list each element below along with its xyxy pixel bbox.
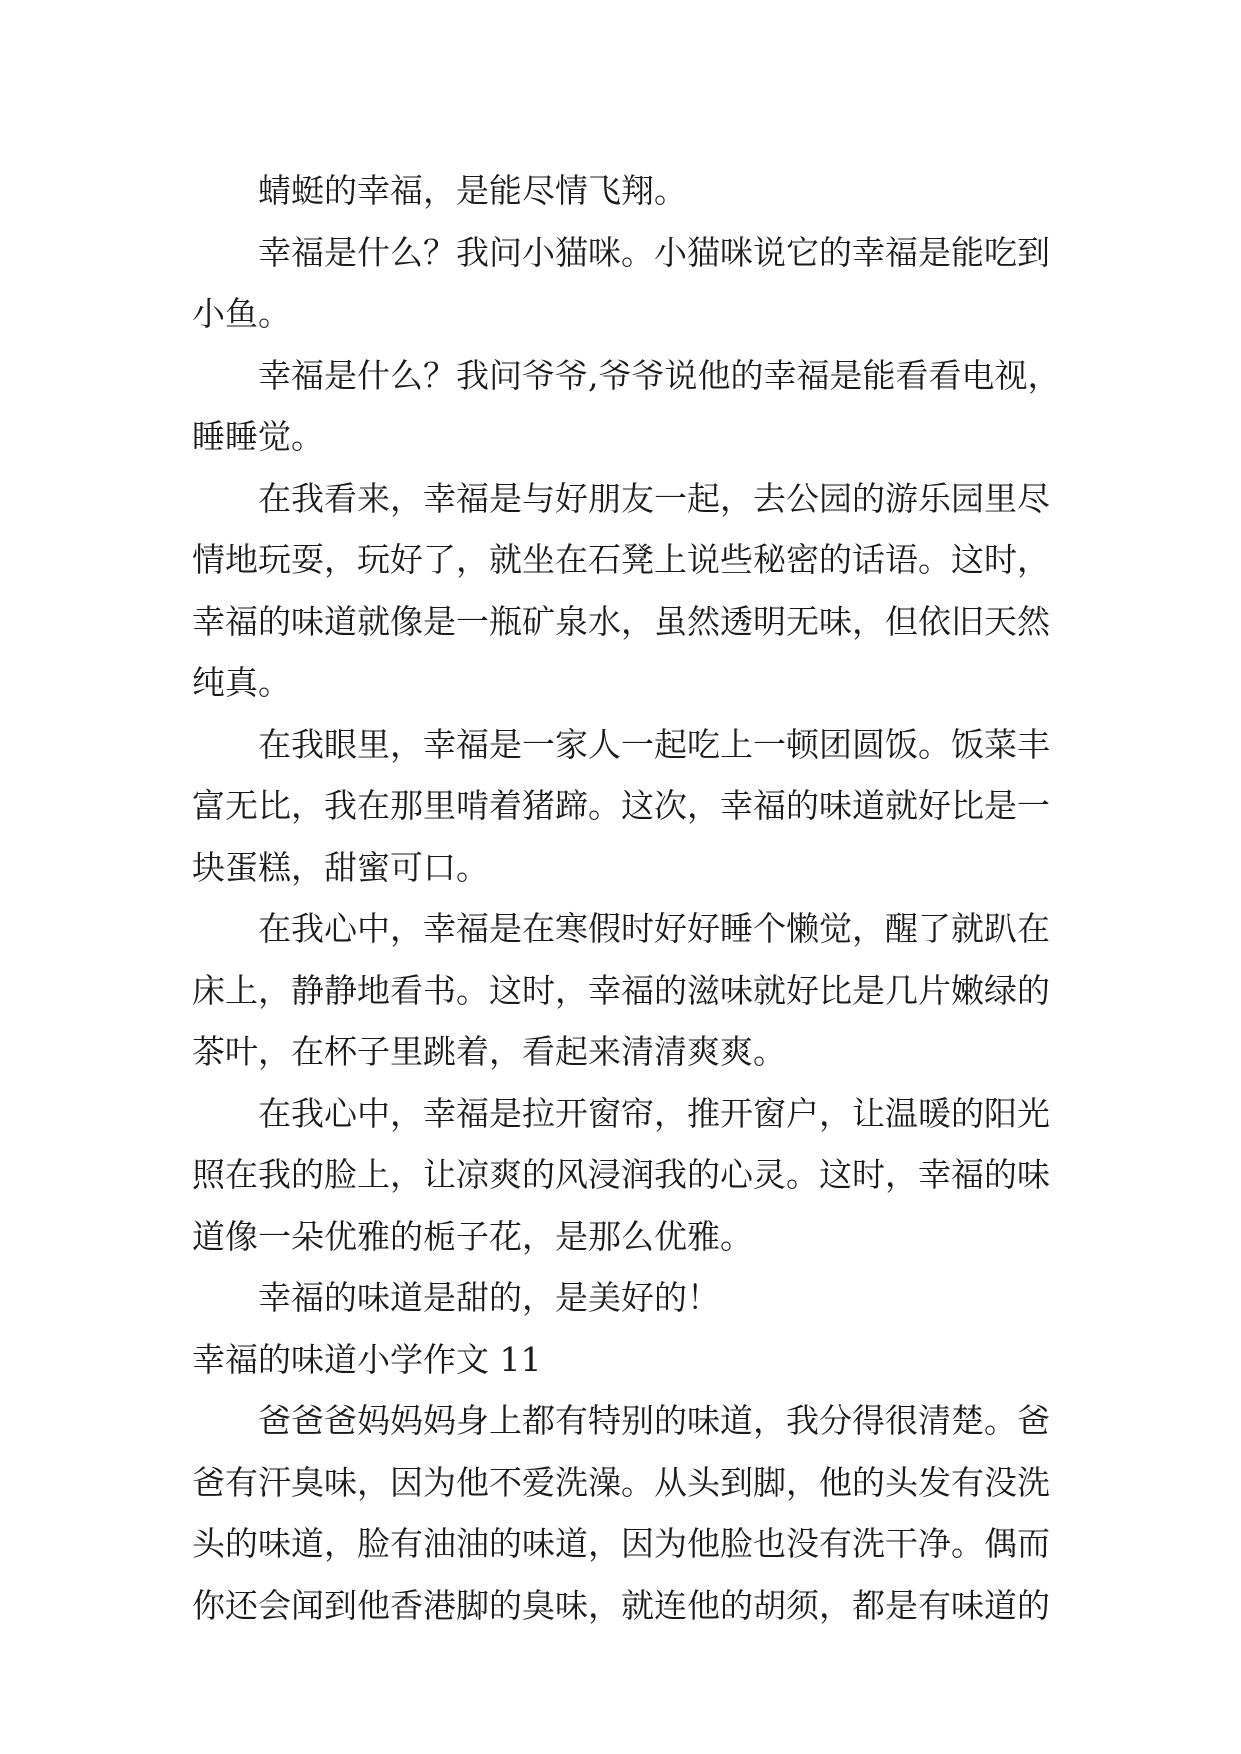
text-line: 在我心中，幸福是拉开窗帘，推开窗户，让温暖的阳光 [258, 1093, 1050, 1133]
text-line: 床上，静静地看书。这时，幸福的滋味就好比是几片嫩绿的 [192, 970, 1050, 1010]
text-line: 纯真。 [192, 663, 291, 702]
text-line: 幸福的味道就像是一瓶矿泉水，虽然透明无味，但依旧天然 [192, 601, 1050, 641]
document-body [192, 160, 1064, 1636]
text-line: 茶叶，在杯子里跳着，看起来清清爽爽。 [192, 1032, 786, 1071]
text-line: 富无比，我在那里啃着猪蹄。这次，幸福的味道就好比是一 [192, 786, 1050, 825]
text-line: 块蛋糕，甜蜜可口。 [192, 847, 489, 887]
text-line: 蜻蜓的幸福，是能尽情飞翔。 [258, 171, 687, 210]
text-line: 幸福的味道是甜的，是美好的！ [258, 1278, 720, 1317]
text-line: 在我眼里，幸福是一家人一起吃上一顿团圆饭。饭菜丰 [258, 724, 1050, 764]
text-line: 睡睡觉。 [192, 417, 324, 456]
text-line: 头的味道，脸有油油的味道，因为他脸也没有洗干净。偶而 [192, 1524, 1050, 1563]
text-line: 爸有汗臭味，因为他不爱洗澡。从头到脚，他的头发有没洗 [192, 1462, 1050, 1502]
text-line: 小鱼。 [192, 294, 291, 333]
text-line: 照在我的脸上，让凉爽的风浸润我的心灵。这时，幸福的味 [192, 1155, 1050, 1194]
text-line: 你还会闻到他香港脚的臭味，就连他的胡须，都是有味道的 [192, 1585, 1050, 1625]
text-line: 幸福是什么？我问小猫咪。小猫咪说它的幸福是能吃到 [258, 232, 1050, 272]
text-line: 在我看来，幸福是与好朋友一起，去公园的游乐园里尽 [258, 478, 1050, 518]
text-line: 幸福是什么？我问爷爷,爷爷说他的幸福是能看看电视， [258, 355, 1061, 395]
text-line: 道像一朵优雅的栀子花，是那么优雅。 [192, 1216, 753, 1256]
text-line: 爸爸爸妈妈妈身上都有特别的味道，我分得很清楚。爸 [258, 1401, 1050, 1440]
section-heading: 幸福的味道小学作文 11 [192, 1339, 542, 1379]
text-line: 在我心中，幸福是在寒假时好好睡个懒觉，醒了就趴在 [258, 909, 1050, 948]
text-line: 情地玩耍，玩好了，就坐在石凳上说些秘密的话语。这时， [192, 540, 1050, 579]
